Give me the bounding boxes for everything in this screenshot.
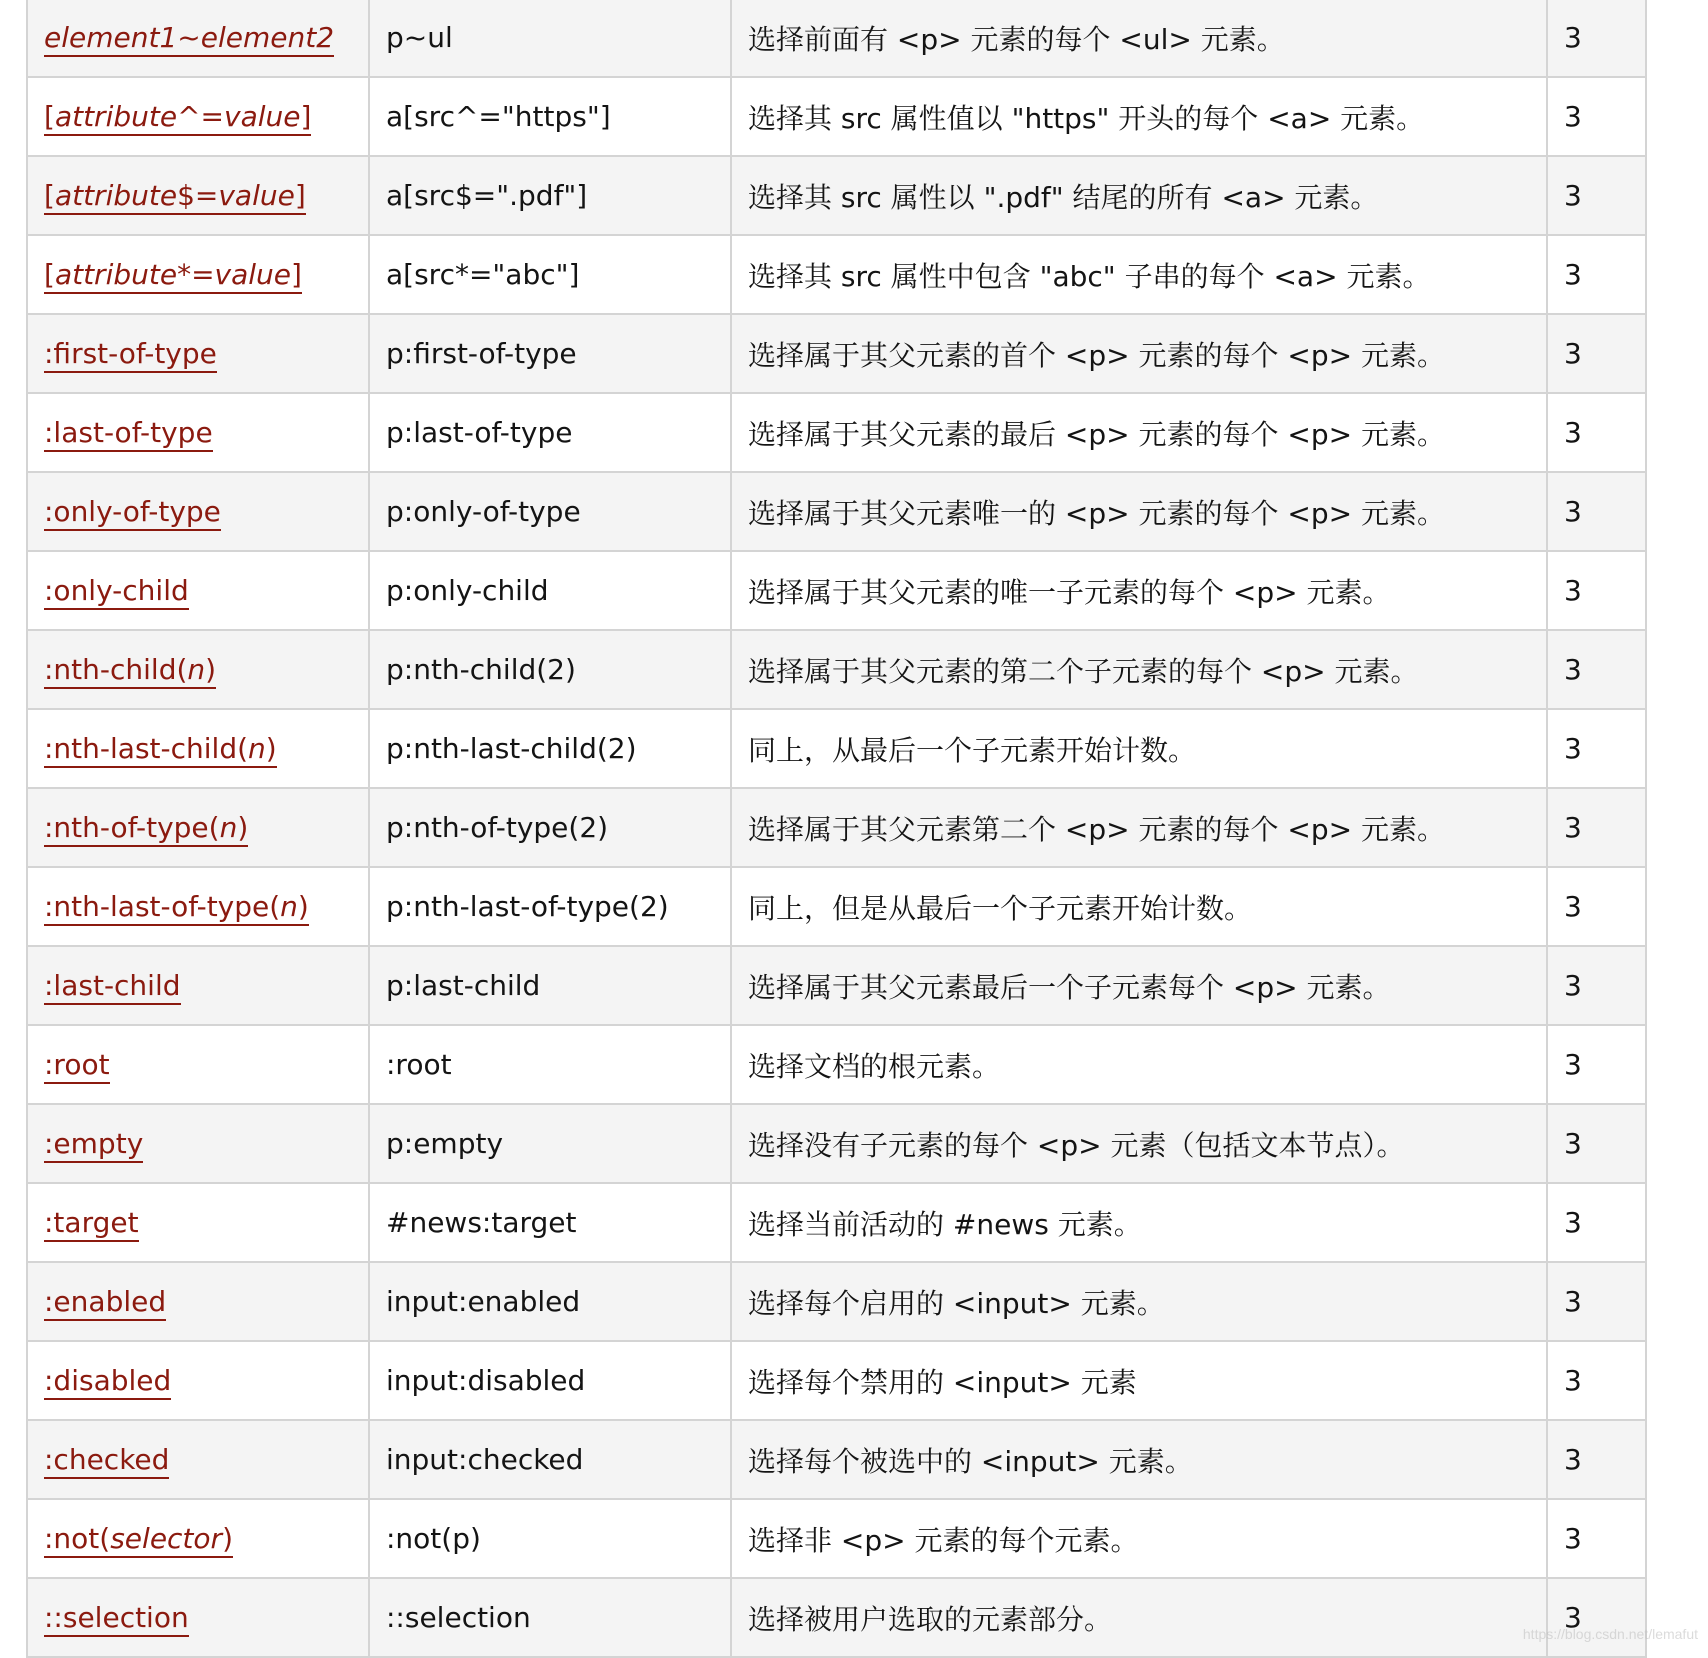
selector-cell bbox=[27, 472, 369, 551]
example-cell: a[src^="https"] bbox=[369, 77, 731, 156]
selector-part: :first-of-type bbox=[44, 337, 217, 370]
selector-part: value bbox=[214, 258, 292, 291]
example-cell: #news:target bbox=[369, 1183, 731, 1262]
example-cell: :root bbox=[369, 1025, 731, 1104]
example-cell: p~ul bbox=[369, 0, 731, 77]
description-cell: 选择当前活动的 #news 元素。 bbox=[731, 1183, 1547, 1262]
table-row bbox=[27, 1104, 1646, 1183]
selector-part: :nth-of-type( bbox=[44, 811, 220, 844]
description-cell: 选择属于其父元素第二个 <p> 元素的每个 <p> 元素。 bbox=[731, 788, 1547, 867]
selector-part: selector bbox=[110, 1522, 223, 1555]
selector-cell bbox=[27, 235, 369, 314]
description-cell: 选择非 <p> 元素的每个元素。 bbox=[731, 1499, 1547, 1578]
table-row bbox=[27, 1025, 1646, 1104]
example-cell: ::selection bbox=[369, 1578, 731, 1657]
example-cell: input:enabled bbox=[369, 1262, 731, 1341]
selector-part: value bbox=[218, 179, 295, 212]
watermark: https://blog.csdn.net/lemafut bbox=[1522, 1626, 1698, 1642]
selector-cell bbox=[27, 77, 369, 156]
example-cell: p:nth-of-type(2) bbox=[369, 788, 731, 867]
selector-part: attribute bbox=[54, 258, 178, 291]
table-row bbox=[27, 709, 1646, 788]
example-cell: p:first-of-type bbox=[369, 314, 731, 393]
selector-part: n bbox=[280, 890, 298, 923]
selector-part: :not( bbox=[44, 1522, 111, 1555]
selector-link[interactable] bbox=[44, 969, 181, 1005]
table-row bbox=[27, 788, 1646, 867]
selector-link[interactable] bbox=[44, 653, 216, 689]
selector-part: :empty bbox=[44, 1127, 144, 1160]
selector-cell bbox=[27, 1499, 369, 1578]
css-version-cell: 3 bbox=[1547, 314, 1646, 393]
description-cell: 选择每个禁用的 <input> 元素 bbox=[731, 1341, 1547, 1420]
selector-cell bbox=[27, 1104, 369, 1183]
selector-part: value bbox=[224, 100, 301, 133]
description-cell: 选择属于其父元素的唯一子元素的每个 <p> 元素。 bbox=[731, 551, 1547, 630]
selector-part: :last-of-type bbox=[44, 416, 213, 449]
description-cell: 选择其 src 属性值以 "https" 开头的每个 <a> 元素。 bbox=[731, 77, 1547, 156]
selector-cell bbox=[27, 1183, 369, 1262]
css-version-cell: 3 bbox=[1547, 551, 1646, 630]
selector-part: attribute bbox=[54, 179, 178, 212]
selector-link[interactable] bbox=[44, 337, 217, 373]
css-version-cell: 3 bbox=[1547, 1104, 1646, 1183]
selector-cell bbox=[27, 788, 369, 867]
selector-link[interactable] bbox=[44, 890, 309, 926]
description-cell: 选择属于其父元素的第二个子元素的每个 <p> 元素。 bbox=[731, 630, 1547, 709]
selector-cell bbox=[27, 156, 369, 235]
selector-part: :nth-last-of-type( bbox=[44, 890, 281, 923]
css-version-cell: 3 bbox=[1547, 77, 1646, 156]
description-cell: 选择前面有 <p> 元素的每个 <ul> 元素。 bbox=[731, 0, 1547, 77]
selector-part: ) bbox=[222, 1522, 233, 1555]
css-version-cell: 3 bbox=[1547, 1499, 1646, 1578]
selector-part: ) bbox=[297, 890, 309, 923]
description-cell: 选择其 src 属性中包含 "abc" 子串的每个 <a> 元素。 bbox=[731, 235, 1547, 314]
selector-cell bbox=[27, 1025, 369, 1104]
selector-part: n bbox=[248, 732, 266, 765]
selector-part: ) bbox=[205, 653, 217, 686]
css-selector-table bbox=[26, 0, 1647, 1658]
selector-link[interactable] bbox=[44, 21, 334, 57]
selector-part: ^= bbox=[177, 100, 224, 133]
selector-link[interactable] bbox=[44, 1364, 171, 1400]
table-row bbox=[27, 77, 1646, 156]
table-row bbox=[27, 1341, 1646, 1420]
css-version-cell: 3 bbox=[1547, 1420, 1646, 1499]
css-version-cell: 3 bbox=[1547, 393, 1646, 472]
description-cell: 选择属于其父元素唯一的 <p> 元素的每个 <p> 元素。 bbox=[731, 472, 1547, 551]
table-row bbox=[27, 1499, 1646, 1578]
selector-cell bbox=[27, 867, 369, 946]
css-version-cell: 3 bbox=[1547, 156, 1646, 235]
css-version-cell: 3 bbox=[1547, 1025, 1646, 1104]
selector-part: *= bbox=[177, 258, 215, 291]
table-row bbox=[27, 551, 1646, 630]
selector-cell bbox=[27, 0, 369, 77]
selector-cell bbox=[27, 1420, 369, 1499]
table-row bbox=[27, 235, 1646, 314]
selector-cell bbox=[27, 630, 369, 709]
selector-part: :root bbox=[44, 1048, 110, 1081]
selector-link[interactable] bbox=[44, 1443, 169, 1479]
css-version-cell: 3 bbox=[1547, 630, 1646, 709]
description-cell: 选择属于其父元素的最后 <p> 元素的每个 <p> 元素。 bbox=[731, 393, 1547, 472]
example-cell: :not(p) bbox=[369, 1499, 731, 1578]
css-version-cell: 3 bbox=[1547, 472, 1646, 551]
example-cell: p:empty bbox=[369, 1104, 731, 1183]
example-cell: p:nth-last-of-type(2) bbox=[369, 867, 731, 946]
selector-part: $= bbox=[177, 179, 219, 212]
example-cell: p:only-child bbox=[369, 551, 731, 630]
table-row bbox=[27, 867, 1646, 946]
css-version-cell: 3 bbox=[1547, 235, 1646, 314]
selector-part: n bbox=[187, 653, 206, 686]
selector-part: :nth-child( bbox=[44, 653, 188, 686]
selector-link[interactable] bbox=[44, 811, 248, 847]
css-version-cell: 3 bbox=[1547, 709, 1646, 788]
selector-part: :checked bbox=[44, 1443, 170, 1476]
description-cell: 选择被用户选取的元素部分。 bbox=[731, 1578, 1547, 1657]
description-cell: 选择属于其父元素最后一个子元素每个 <p> 元素。 bbox=[731, 946, 1547, 1025]
selector-cell bbox=[27, 1341, 369, 1420]
example-cell: a[src*="abc"] bbox=[369, 235, 731, 314]
selector-part: :disabled bbox=[44, 1364, 172, 1397]
selector-part: ] bbox=[294, 179, 306, 212]
selector-part: :nth-last-child( bbox=[44, 732, 249, 765]
selector-part: [ bbox=[44, 179, 55, 212]
selector-part: :enabled bbox=[44, 1285, 167, 1318]
css-version-cell: 3 bbox=[1547, 788, 1646, 867]
css-version-cell: 3 bbox=[1547, 867, 1646, 946]
example-cell: p:nth-last-child(2) bbox=[369, 709, 731, 788]
description-cell: 同上，从最后一个子元素开始计数。 bbox=[731, 709, 1547, 788]
example-cell: input:disabled bbox=[369, 1341, 731, 1420]
selector-link[interactable] bbox=[44, 732, 277, 768]
description-cell: 选择属于其父元素的首个 <p> 元素的每个 <p> 元素。 bbox=[731, 314, 1547, 393]
selector-part: ) bbox=[265, 732, 277, 765]
selector-link[interactable] bbox=[44, 1048, 110, 1084]
selector-link[interactable] bbox=[44, 258, 302, 294]
table-row bbox=[27, 946, 1646, 1025]
selector-link[interactable] bbox=[44, 574, 189, 610]
table-row bbox=[27, 156, 1646, 235]
example-cell: a[src$=".pdf"] bbox=[369, 156, 731, 235]
table-row bbox=[27, 0, 1646, 77]
description-cell: 选择其 src 属性以 ".pdf" 结尾的所有 <a> 元素。 bbox=[731, 156, 1547, 235]
example-cell: p:last-of-type bbox=[369, 393, 731, 472]
description-cell: 选择每个被选中的 <input> 元素。 bbox=[731, 1420, 1547, 1499]
selector-cell bbox=[27, 946, 369, 1025]
selector-link[interactable] bbox=[44, 1127, 143, 1163]
selector-link[interactable] bbox=[44, 495, 221, 531]
description-cell: 选择每个启用的 <input> 元素。 bbox=[731, 1262, 1547, 1341]
selector-part: :target bbox=[44, 1206, 139, 1239]
selector-part: :only-of-type bbox=[44, 495, 221, 528]
css-version-cell: 3 bbox=[1547, 946, 1646, 1025]
selector-part: [ bbox=[44, 100, 55, 133]
css-version-cell: 3 bbox=[1547, 1262, 1646, 1341]
selector-part: element1~element2 bbox=[44, 21, 335, 54]
table-row bbox=[27, 314, 1646, 393]
selector-link[interactable] bbox=[44, 416, 213, 452]
selector-part: ) bbox=[237, 811, 249, 844]
selector-link[interactable] bbox=[44, 1522, 233, 1558]
selector-part: n bbox=[219, 811, 238, 844]
example-cell: p:last-child bbox=[369, 946, 731, 1025]
selector-link[interactable] bbox=[44, 1601, 189, 1637]
selector-cell bbox=[27, 314, 369, 393]
selector-link[interactable] bbox=[44, 100, 311, 136]
table-row bbox=[27, 1578, 1646, 1657]
example-cell: p:only-of-type bbox=[369, 472, 731, 551]
table-body bbox=[27, 0, 1646, 1657]
selector-part: [ bbox=[44, 258, 55, 291]
selector-part: attribute bbox=[54, 100, 178, 133]
selector-part: :last-child bbox=[44, 969, 181, 1002]
example-cell: p:nth-child(2) bbox=[369, 630, 731, 709]
selector-part: :only-child bbox=[44, 574, 189, 607]
selector-link[interactable] bbox=[44, 1206, 139, 1242]
css-version-cell: 3 bbox=[1547, 1183, 1646, 1262]
selector-cell bbox=[27, 709, 369, 788]
css-version-cell: 3 bbox=[1547, 0, 1646, 77]
selector-cell bbox=[27, 551, 369, 630]
selector-part: ] bbox=[291, 258, 302, 291]
description-cell: 选择文档的根元素。 bbox=[731, 1025, 1547, 1104]
selector-cell bbox=[27, 1262, 369, 1341]
table-row bbox=[27, 1420, 1646, 1499]
css-version-cell: 3 bbox=[1547, 1578, 1646, 1657]
selector-cell bbox=[27, 393, 369, 472]
table-row bbox=[27, 630, 1646, 709]
css-version-cell: 3 bbox=[1547, 1341, 1646, 1420]
table-row bbox=[27, 472, 1646, 551]
table-row bbox=[27, 393, 1646, 472]
selector-link[interactable] bbox=[44, 179, 306, 215]
selector-part: ] bbox=[300, 100, 312, 133]
table-row bbox=[27, 1183, 1646, 1262]
description-cell: 选择没有子元素的每个 <p> 元素（包括文本节点）。 bbox=[731, 1104, 1547, 1183]
table-row bbox=[27, 1262, 1646, 1341]
example-cell: input:checked bbox=[369, 1420, 731, 1499]
selector-cell bbox=[27, 1578, 369, 1657]
selector-part: ::selection bbox=[44, 1601, 189, 1634]
description-cell: 同上，但是从最后一个子元素开始计数。 bbox=[731, 867, 1547, 946]
selector-link[interactable] bbox=[44, 1285, 166, 1321]
